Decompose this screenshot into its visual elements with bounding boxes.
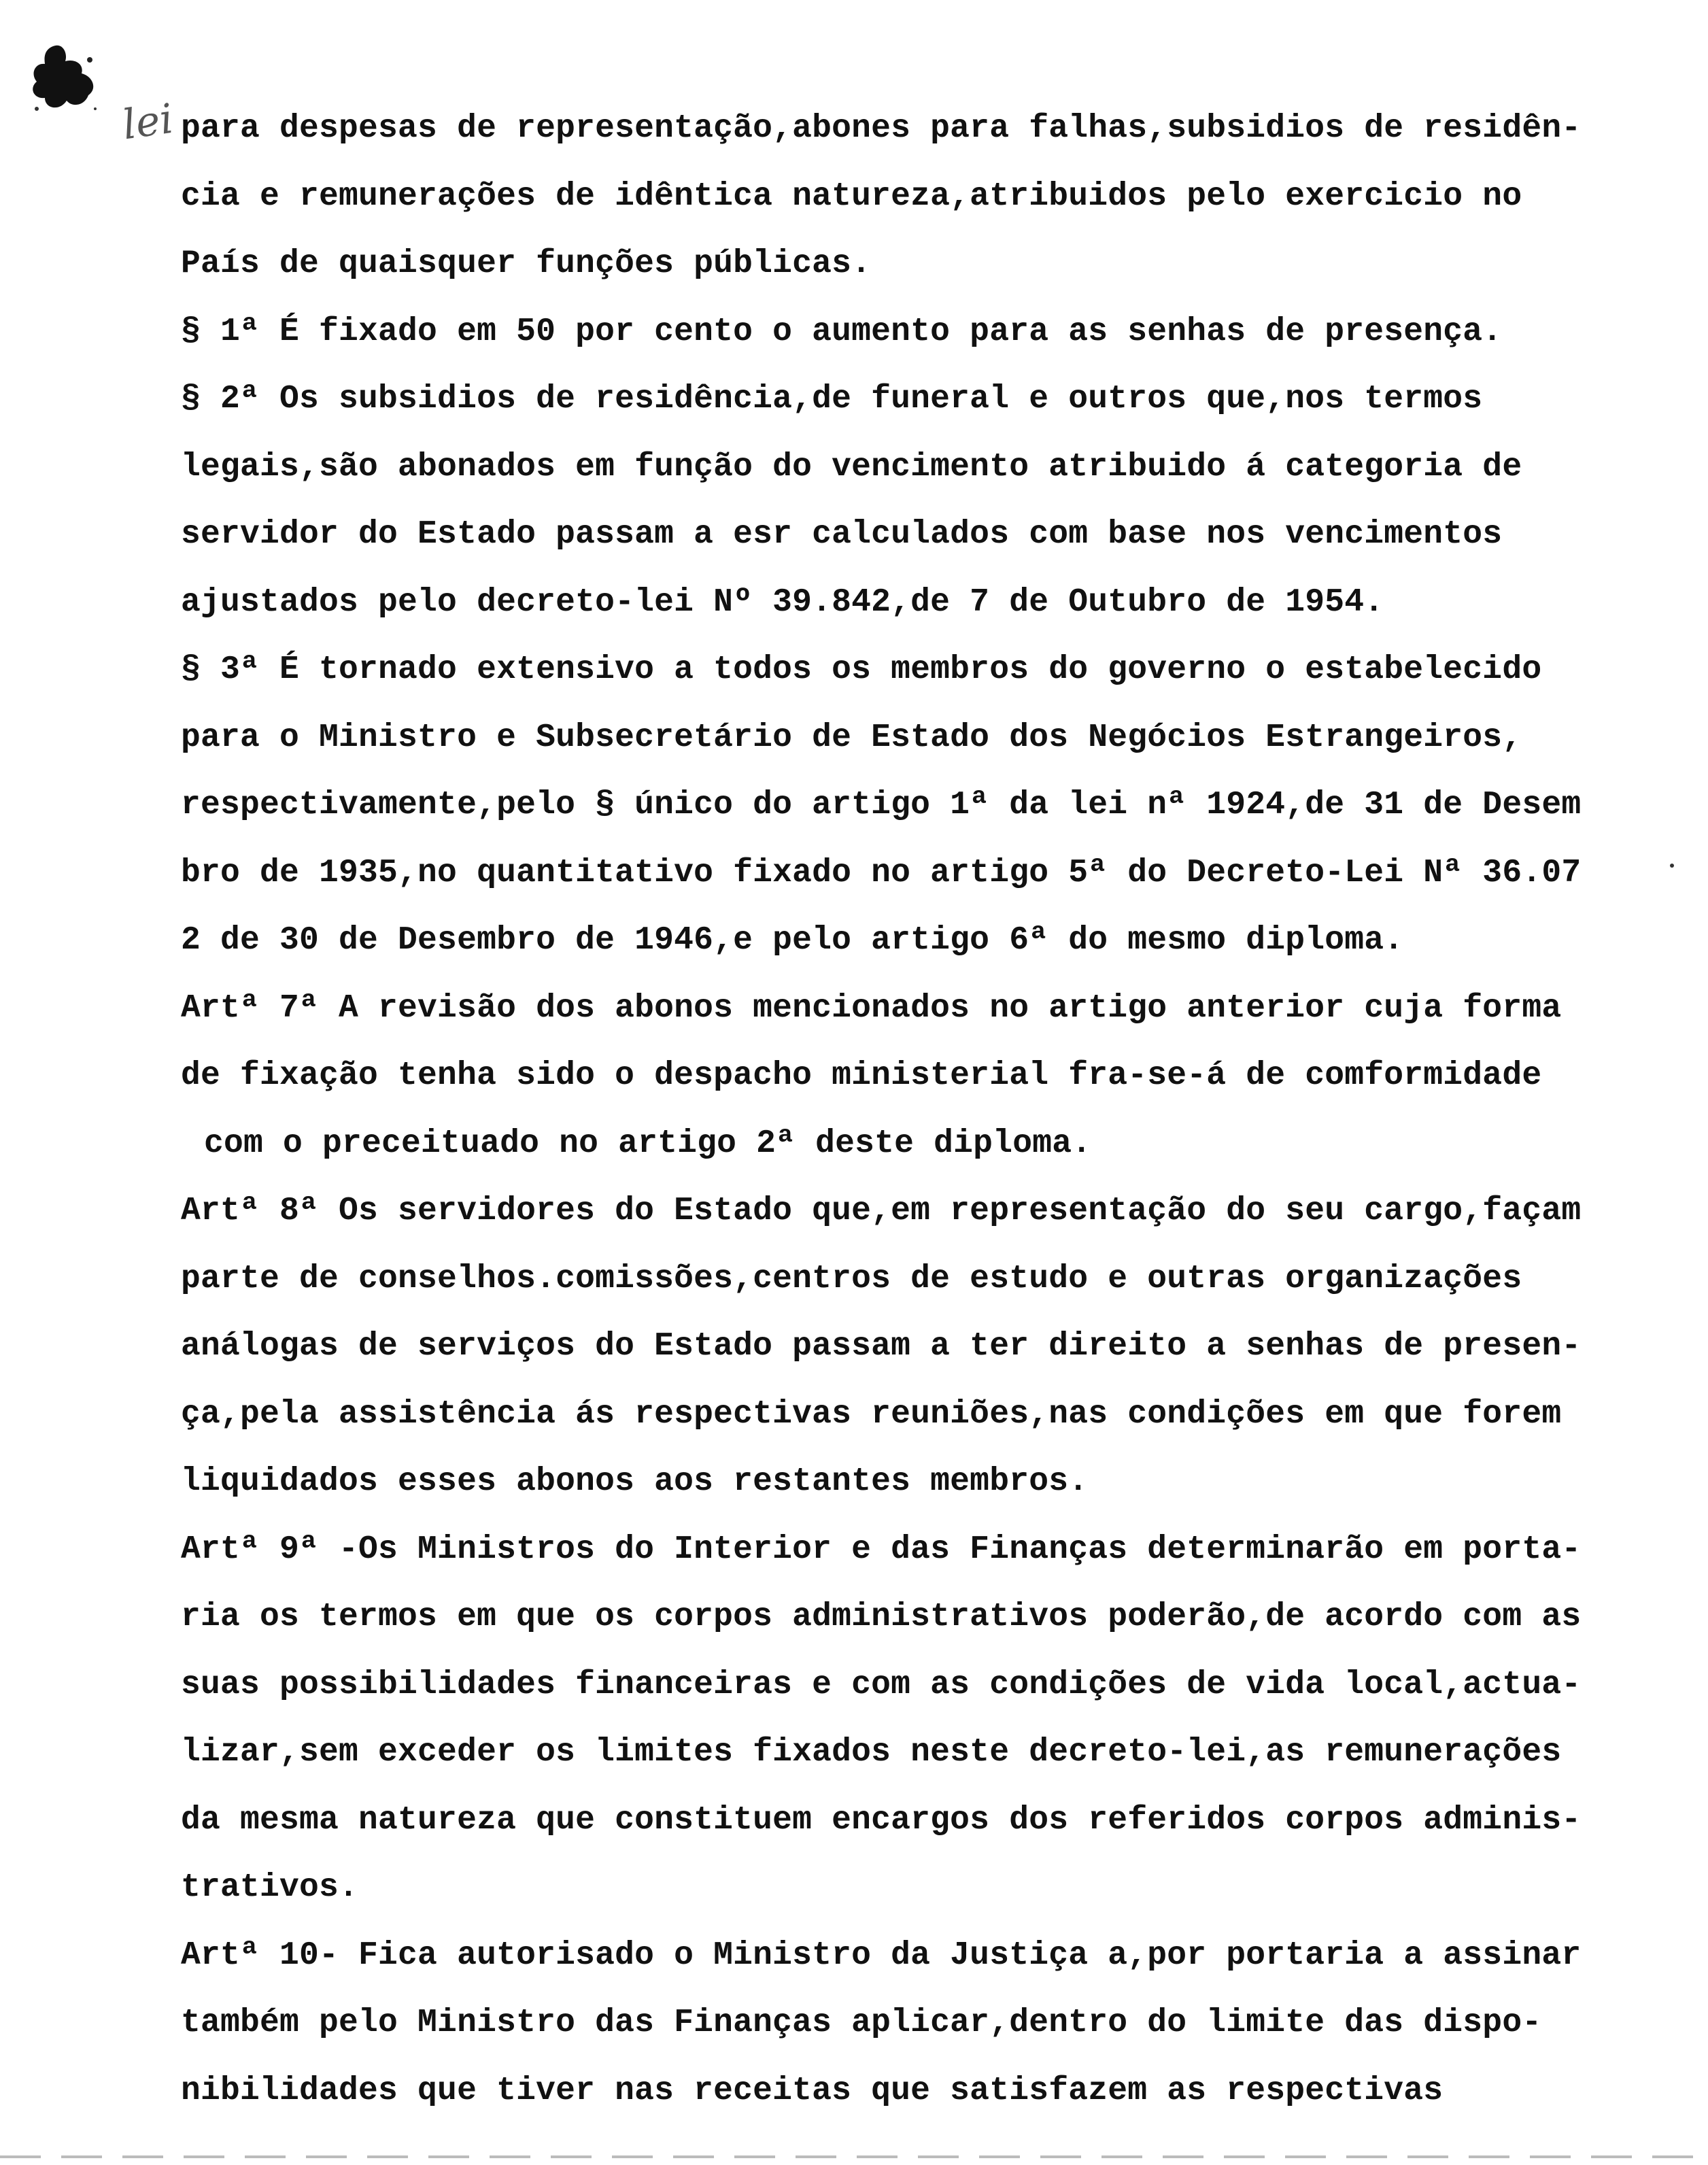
text-line: com o preceituado no artigo 2ª deste diploma.	[204, 1125, 1092, 1162]
text-line: cia e remunerações de idêntica natureza,atribuidos pelo exercicio no	[181, 177, 1522, 215]
text-line: País de quaisquer funções públicas.	[181, 245, 872, 282]
text-line: parte de conselhos.comissões,centros de estudo e outras organizações	[181, 1260, 1522, 1297]
text-line: análogas de serviços do Estado passam a ter direito a senhas de presen-	[181, 1328, 1582, 1365]
text-line: também pelo Ministro das Finanças aplicar,dentro do limite das dispo-	[181, 2005, 1542, 2041]
page-bottom-edge	[0, 2155, 1708, 2158]
stray-ink-dot	[1670, 864, 1674, 868]
text-line: suas possibilidades financeiras e com as condições de vida local,actua-	[181, 1666, 1582, 1703]
text-line: de fixação tenha sido o despacho ministerial fra-se-á de comformidade	[181, 1057, 1542, 1094]
text-line: § 2ª Os subsidios de residência,de funeral e outros que,nos termos	[181, 381, 1483, 417]
text-line: para despesas de representação,abones para falhas,subsidios de residên-	[181, 110, 1582, 147]
text-line: liquidados esses abonos aos restantes membros.	[181, 1463, 1089, 1500]
text-line: 2 de 30 de Desembro de 1946,e pelo artigo 6ª do mesmo diploma.	[181, 922, 1404, 959]
text-line: lizar,sem exceder os limites fixados neste decreto-lei,as remunerações	[181, 1734, 1562, 1771]
text-line: legais,são abonados em função do vencimento atribuido á categoria de	[181, 448, 1522, 485]
text-line: ria os termos em que os corpos administrativos poderão,de acordo com as	[181, 1599, 1582, 1635]
text-line: § 3ª É tornado extensivo a todos os membros do governo o estabelecido	[181, 651, 1542, 688]
text-line: da mesma natureza que constituem encargos dos referidos corpos adminis-	[181, 1801, 1582, 1839]
text-line: ça,pela assistência ás respectivas reuniões,nas condições em que forem	[181, 1395, 1562, 1433]
text-line: trativos.	[181, 1869, 359, 1906]
text-line: Artª 10- Fica autorisado o Ministro da Justiça a,por portaria a assinar	[181, 1937, 1582, 1974]
text-line: ajustados pelo decreto-lei Nº 39.842,de 7 de Outubro de 1954.	[181, 583, 1384, 621]
margin-handwritten-note: lei	[120, 95, 176, 150]
text-line: Artª 8ª Os servidores do Estado que,em representação do seu cargo,façam	[181, 1193, 1582, 1229]
text-line: para o Ministro e Subsecretário de Estado dos Negócios Estrangeiros,	[181, 719, 1522, 756]
ink-blot	[27, 41, 102, 122]
text-line: servidor do Estado passam a esr calculados com base nos vencimentos	[181, 516, 1503, 553]
typed-text-body	[181, 95, 1629, 2125]
text-line: bro de 1935,no quantitativo fixado no artigo 5ª do Decreto-Lei Nª 36.07	[181, 854, 1582, 891]
text-line: nibilidades que tiver nas receitas que satisfazem as respectivas	[181, 2072, 1444, 2109]
text-line: § 1ª É fixado em 50 por cento o aumento para as senhas de presença.	[181, 313, 1503, 350]
text-line: respectivamente,pelo § único do artigo 1ª da lei nª 1924,de 31 de Desem	[181, 787, 1582, 823]
text-line: Artª 7ª A revisão dos abonos mencionados no artigo anterior cuja forma	[181, 989, 1562, 1027]
text-line: Artª 9ª -Os Ministros do Interior e das Finanças determinarão em porta-	[181, 1531, 1582, 1568]
